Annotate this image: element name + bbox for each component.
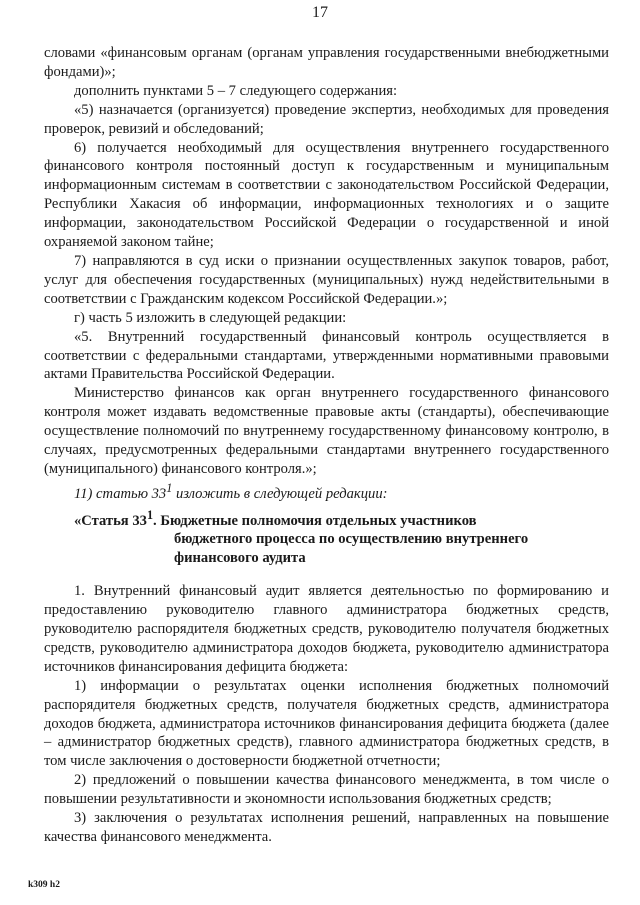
article-heading-line-3: финансового аудита <box>174 550 306 567</box>
paragraph-4: 6) получается необходимый для осуществления внутреннего государственного финансового контроля постоянный доступ к государственным и муниципальным информационным системам в соответствии с законодательством Российской Федерации, Республики Хакасия об информации, информационных технологиях и о защите информации, законодательством Российской Федерации о государственной и иной охраняемой законом тайне; <box>44 139 609 251</box>
article-heading-line-2: бюджетного процесса по осуществлению внутреннего <box>174 531 529 548</box>
paragraph-7: «5. Внутренний государственный финансовый контроль осуществляется в соответствии с федеральными стандартами, утвержденными нормативными правовыми актами Правительства Российской Федерации. <box>44 328 609 383</box>
paragraph-6: г) часть 5 изложить в следующей редакции: <box>74 309 347 326</box>
paragraph-12: 2) предложений о повышении качества финансового менеджмента, в том числе о повышении результативности и экономности использования бюджетных средств; <box>44 772 609 808</box>
paragraph-3: «5) назначается (организуется) проведение экспертиз, необходимых для проведения проверок, ревизий и обследований; <box>44 101 609 137</box>
article-heading-line-1 <box>44 506 609 531</box>
paragraph-5: 7) направляются в суд иски о признании осуществленных закупок товаров, работ, услуг для обеспечения государственных (муниципальных) нужд недействительными в соответствии с Гражданским кодексом Российской Федерации.»; <box>44 252 609 307</box>
page-number: 17 <box>312 4 328 21</box>
document-body <box>44 44 609 847</box>
paragraph-9-suffix: изложить в следующей редакции: <box>172 485 388 502</box>
article-heading-superscript: 1 <box>146 507 154 522</box>
article-heading-prefix: «Статья 33 <box>74 512 147 529</box>
paragraph-9 <box>44 479 609 504</box>
paragraph-11: 1) информации о результатах оценки исполнения бюджетных полномочий распорядителя бюджетных средств, получателя бюджетных средств, администратора доходов бюджета, администратора источников финансирования дефицита бюджета (далее – администратор бюджетных средств), главного администратора бюджетных средств, в том числе заключения о достоверности бюджетной отчетности; <box>44 677 609 770</box>
paragraph-13: 3) заключения о результатах исполнения решений, направленных на повышение качества финансового менеджмента. <box>44 810 609 845</box>
footer-code: k309 h2 <box>28 880 60 890</box>
paragraph-2: дополнить пунктами 5 – 7 следующего содержания: <box>74 82 398 99</box>
paragraph-9-superscript: 1 <box>166 480 173 495</box>
article-heading <box>44 506 609 569</box>
article-heading-line-1-text: . Бюджетные полномочия отдельных участников <box>153 512 477 529</box>
paragraph-1: словами «финансовым органам (органам управления государственными внебюджетными фондами)»; <box>44 45 609 80</box>
paragraph-9-prefix: 11) статью 33 <box>74 485 167 502</box>
paragraph-8: Министерство финансов как орган внутреннего государственного финансового контроля может издавать ведомственные правовые акты (стандарты), обеспечивающие осуществление полномочий по внутреннему государственному финансовому контролю, в случаях, предусмотренных федеральными стандартами внутреннего государственного (муниципального) финансового контроля.»; <box>44 385 609 477</box>
paragraph-10: 1. Внутренний финансовый аудит является деятельностью по формированию и предоставлению руководителю главного администратора бюджетных средств, руководителю распорядителя бюджетных средств, руководителю получателя бюджетных средств, руководителю администратора доходов бюджета, руководителю администратора источников финансирования дефицита бюджета: <box>44 583 609 675</box>
